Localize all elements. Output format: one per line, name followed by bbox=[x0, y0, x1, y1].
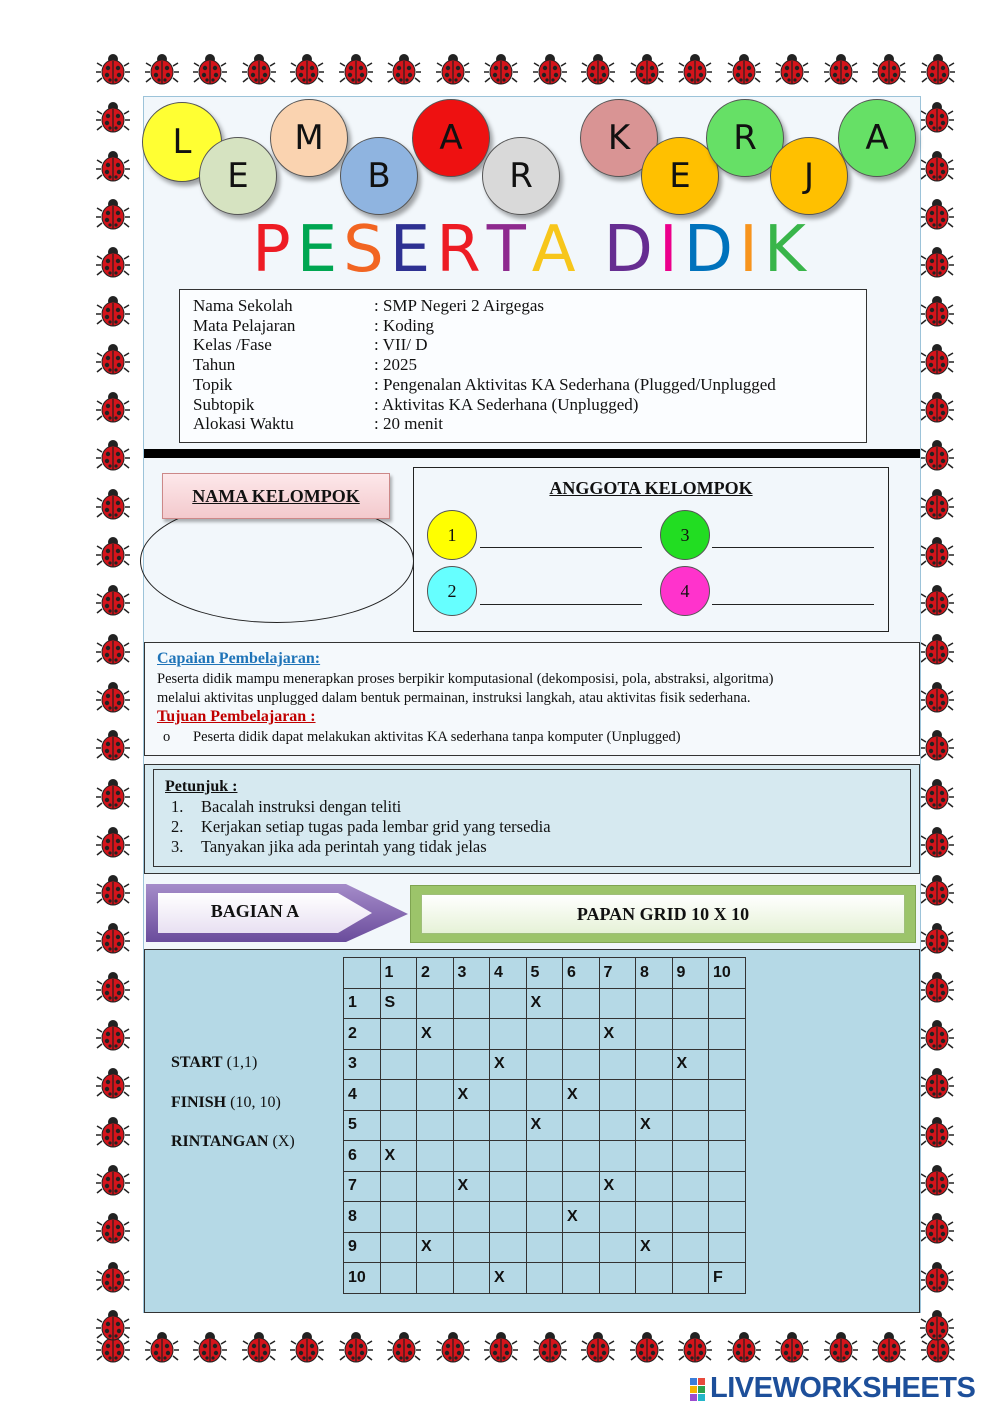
ladybug-icon bbox=[193, 1330, 227, 1364]
liveworksheets-logo bbox=[690, 1372, 990, 1406]
info-label: Alokasi Waktu bbox=[193, 414, 294, 434]
grid-cell bbox=[672, 1263, 709, 1294]
title-letter-bubble: E bbox=[641, 137, 719, 215]
ladybug-icon bbox=[96, 245, 130, 279]
grid-cell bbox=[490, 988, 527, 1019]
ladybug-icon bbox=[920, 294, 954, 328]
grid-cell: X bbox=[380, 1141, 417, 1172]
watermark-text: LIVEWORKSHEETS bbox=[710, 1372, 976, 1404]
ladybug-icon bbox=[339, 52, 373, 86]
grid-cell: X bbox=[599, 1171, 636, 1202]
title-letter-bubble: M bbox=[270, 99, 348, 177]
grid-cell: X bbox=[417, 1019, 454, 1050]
grid-cell bbox=[599, 1263, 636, 1294]
info-value: : Aktivitas KA Sederhana (Unplugged) bbox=[374, 394, 639, 414]
ladybug-icon bbox=[242, 1330, 276, 1364]
grid-cell bbox=[490, 1232, 527, 1263]
legend-rintangan: RINTANGAN (X) bbox=[171, 1133, 295, 1150]
ladybug-icon bbox=[824, 52, 858, 86]
grid-row-header: 1 bbox=[344, 988, 381, 1019]
grid-cell bbox=[599, 1141, 636, 1172]
grid-cell bbox=[709, 1202, 746, 1233]
title-letter-bubble: A bbox=[412, 99, 490, 177]
ladybug-icon bbox=[96, 52, 130, 86]
grid-cell bbox=[417, 1110, 454, 1141]
ladybug-icon bbox=[872, 1330, 906, 1364]
grid-cell bbox=[563, 1232, 600, 1263]
member-2-badge: 2 bbox=[427, 566, 477, 616]
ladybug-icon bbox=[484, 52, 518, 86]
ladybug-icon bbox=[678, 1330, 712, 1364]
grid-cell bbox=[599, 1232, 636, 1263]
grid-cell bbox=[563, 1049, 600, 1080]
grid-cell bbox=[453, 1019, 490, 1050]
grid-cell: X bbox=[672, 1049, 709, 1080]
grid-10x10 bbox=[343, 957, 746, 1294]
ladybug-icon bbox=[436, 1330, 470, 1364]
capaian-line-2: melalui aktivitas unplugged dalam bentuk permainan, instruksi langkah, atau aktivitas fisik sederhana. bbox=[157, 690, 751, 706]
legend-finish: FINISH (10, 10) bbox=[171, 1094, 281, 1111]
ladybug-icon bbox=[339, 1330, 373, 1364]
info-value: : Pengenalan Aktivitas KA Sederhana (Plugged/Unplugged bbox=[374, 374, 776, 394]
title-letter-bubble: L bbox=[142, 102, 222, 182]
tujuan-heading: Tujuan Pembelajaran : bbox=[157, 708, 316, 725]
ladybug-icon bbox=[920, 1018, 954, 1052]
ladybug-icon bbox=[96, 294, 130, 328]
ladybug-icon bbox=[920, 342, 954, 376]
ladybug-icon bbox=[145, 52, 179, 86]
grid-cell bbox=[490, 1171, 527, 1202]
grid-cell bbox=[380, 1049, 417, 1080]
grid-cell bbox=[672, 1019, 709, 1050]
grid-cell bbox=[599, 1049, 636, 1080]
group-section bbox=[144, 463, 920, 638]
grid-cell bbox=[526, 1202, 563, 1233]
grid-cell bbox=[417, 988, 454, 1019]
member-4-line[interactable] bbox=[712, 604, 874, 605]
ladybug-icon bbox=[921, 52, 955, 86]
grid-cell bbox=[417, 1049, 454, 1080]
grid-cell bbox=[490, 1141, 527, 1172]
grid-row-header: 8 bbox=[344, 1202, 381, 1233]
title-letter-bubble: R bbox=[482, 137, 560, 215]
ladybug-icon bbox=[96, 149, 130, 183]
ladybug-icon bbox=[96, 921, 130, 955]
grid-cell bbox=[709, 1019, 746, 1050]
grid-cell bbox=[709, 1049, 746, 1080]
info-label: Subtopik bbox=[193, 394, 255, 414]
grid-cell bbox=[599, 1202, 636, 1233]
title-letter-bubble: A bbox=[838, 99, 916, 177]
grid-col-header: 3 bbox=[453, 958, 490, 989]
member-4-badge: 4 bbox=[660, 566, 710, 616]
grid-cell bbox=[672, 1080, 709, 1111]
member-3-badge: 3 bbox=[660, 510, 710, 560]
ladybug-icon bbox=[920, 873, 954, 907]
grid-col-header: 2 bbox=[417, 958, 454, 989]
grid-row-header: 6 bbox=[344, 1141, 381, 1172]
grid-cell: X bbox=[526, 988, 563, 1019]
grid-cell: X bbox=[563, 1202, 600, 1233]
petunjuk-item: 3. Tanyakan jika ada perintah yang tidak jelas bbox=[171, 837, 487, 856]
grid-col-header: 9 bbox=[672, 958, 709, 989]
grid-cell bbox=[526, 1232, 563, 1263]
subtitle-letter: I bbox=[658, 213, 684, 287]
grid-cell bbox=[599, 1080, 636, 1111]
ladybug-icon bbox=[96, 197, 130, 231]
ladybug-icon bbox=[872, 52, 906, 86]
grid-cell bbox=[672, 1141, 709, 1172]
grid-cell bbox=[563, 988, 600, 1019]
grid-cell bbox=[636, 1080, 673, 1111]
grid-cell: F bbox=[709, 1263, 746, 1294]
grid-cell bbox=[526, 1049, 563, 1080]
ladybug-icon bbox=[96, 825, 130, 859]
ladybug-icon bbox=[96, 873, 130, 907]
ladybug-icon bbox=[387, 52, 421, 86]
ladybug-icon bbox=[96, 777, 130, 811]
ladybug-icon bbox=[96, 583, 130, 617]
ladybug-icon bbox=[920, 825, 954, 859]
ladybug-icon bbox=[920, 1066, 954, 1100]
ladybug-icon bbox=[96, 1211, 130, 1245]
legend-start: START (1,1) bbox=[171, 1054, 258, 1071]
grid-cell bbox=[380, 1202, 417, 1233]
ladybug-icon bbox=[96, 970, 130, 1004]
info-label: Tahun bbox=[193, 355, 236, 375]
ladybug-icon bbox=[290, 52, 324, 86]
ladybug-icon bbox=[96, 680, 130, 714]
ladybug-icon bbox=[242, 52, 276, 86]
grid-cell bbox=[453, 1232, 490, 1263]
grid-cell bbox=[490, 1080, 527, 1111]
member-3-line[interactable] bbox=[712, 547, 874, 548]
subtitle-letter: E bbox=[389, 213, 437, 287]
grid-cell bbox=[453, 1110, 490, 1141]
info-value: : 20 menit bbox=[374, 414, 443, 434]
grid-row-header: 3 bbox=[344, 1049, 381, 1080]
member-1-badge: 1 bbox=[427, 510, 477, 560]
ladybug-icon bbox=[920, 149, 954, 183]
subtitle-peserta-didik bbox=[144, 213, 920, 287]
grid-cell bbox=[709, 1232, 746, 1263]
ladybug-icon bbox=[484, 1330, 518, 1364]
grid-cell bbox=[380, 1080, 417, 1111]
grid-cell bbox=[380, 1232, 417, 1263]
ladybug-icon bbox=[436, 52, 470, 86]
ladybug-icon bbox=[920, 921, 954, 955]
grid-cell bbox=[672, 988, 709, 1019]
tujuan-bullet: o bbox=[163, 729, 171, 745]
grid-row-header: 5 bbox=[344, 1110, 381, 1141]
grid-cell bbox=[672, 1110, 709, 1141]
ladybug-icon bbox=[775, 1330, 809, 1364]
grid-cell bbox=[563, 1171, 600, 1202]
papan-label: PAPAN GRID 10 X 10 bbox=[421, 894, 905, 934]
grid-cell: X bbox=[417, 1232, 454, 1263]
info-label: Kelas /Fase bbox=[193, 335, 272, 355]
ladybug-icon bbox=[920, 245, 954, 279]
grid-cell bbox=[709, 1141, 746, 1172]
grid-cell bbox=[636, 1263, 673, 1294]
subtitle-letter: E bbox=[296, 213, 344, 287]
ladybug-icon bbox=[96, 487, 130, 521]
title-letter-bubble: R bbox=[706, 99, 784, 177]
grid-cell bbox=[526, 1019, 563, 1050]
grid-row-header: 10 bbox=[344, 1263, 381, 1294]
grid-cell bbox=[709, 1171, 746, 1202]
grid-cell bbox=[599, 988, 636, 1019]
title-letter-bubble: B bbox=[340, 137, 418, 215]
ladybug-icon bbox=[581, 1330, 615, 1364]
grid-cell bbox=[453, 1263, 490, 1294]
group-name-label: NAMA KELOMPOK bbox=[162, 473, 390, 519]
grid-col-header: 10 bbox=[709, 958, 746, 989]
subtitle-letter: R bbox=[436, 213, 487, 287]
ladybug-icon bbox=[920, 1211, 954, 1245]
grid-cell: S bbox=[380, 988, 417, 1019]
grid-cell bbox=[636, 988, 673, 1019]
grid-cell bbox=[453, 1049, 490, 1080]
capaian-box bbox=[144, 642, 920, 756]
petunjuk-inner bbox=[153, 769, 911, 867]
ladybug-icon bbox=[533, 52, 567, 86]
grid-cell: X bbox=[453, 1171, 490, 1202]
bagian-a-arrow bbox=[146, 884, 410, 949]
grid-cell bbox=[417, 1080, 454, 1111]
ladybug-icon bbox=[533, 1330, 567, 1364]
ladybug-icon bbox=[96, 1308, 130, 1342]
ladybug-icon bbox=[96, 1163, 130, 1197]
subtitle-letter: D bbox=[603, 213, 659, 287]
info-value: : 2025 bbox=[374, 355, 417, 375]
capaian-line-1: Peserta didik mampu menerapkan proses berpikir komputasional (dekomposisi, pola, abstraksi, algoritma) bbox=[157, 671, 774, 687]
grid-cell bbox=[526, 1263, 563, 1294]
ladybug-icon bbox=[145, 1330, 179, 1364]
ladybug-icon bbox=[387, 1330, 421, 1364]
info-value: : Koding bbox=[374, 315, 434, 335]
ladybug-icon bbox=[630, 1330, 664, 1364]
grid-cell bbox=[453, 1202, 490, 1233]
ladybug-icon bbox=[920, 632, 954, 666]
grid-cell bbox=[380, 1263, 417, 1294]
ladybug-icon bbox=[920, 100, 954, 134]
ladybug-icon bbox=[920, 1115, 954, 1149]
subtitle-letter: K bbox=[763, 213, 812, 287]
subtitle-letter: D bbox=[683, 213, 740, 287]
grid-cell bbox=[380, 1019, 417, 1050]
grid-cell: X bbox=[453, 1080, 490, 1111]
ladybug-icon bbox=[96, 1115, 130, 1149]
bagian-label: BAGIAN A bbox=[210, 901, 300, 921]
grid-cell bbox=[709, 1110, 746, 1141]
grid-corner bbox=[344, 958, 381, 989]
title-letter-bubble: J bbox=[770, 137, 848, 215]
ladybug-icon bbox=[96, 100, 130, 134]
grid-col-header: 1 bbox=[380, 958, 417, 989]
ladybug-icon bbox=[920, 438, 954, 472]
petunjuk-box bbox=[144, 764, 920, 874]
info-value: : SMP Negeri 2 Airgegas bbox=[374, 296, 544, 315]
tujuan-item: Peserta didik dapat melakukan aktivitas KA sederhana tanpa komputer (Unplugged) bbox=[193, 729, 681, 745]
ladybug-icon bbox=[775, 52, 809, 86]
petunjuk-item: 2. Kerjakan setiap tugas pada lembar grid yang tersedia bbox=[171, 817, 551, 836]
subtitle-letter: A bbox=[531, 213, 582, 287]
grid-cell: X bbox=[563, 1080, 600, 1111]
grid-row-header: 2 bbox=[344, 1019, 381, 1050]
grid-cell bbox=[417, 1141, 454, 1172]
info-label: Topik bbox=[193, 374, 233, 394]
grid-cell bbox=[453, 988, 490, 1019]
ladybug-icon bbox=[581, 52, 615, 86]
grid-cell bbox=[526, 1171, 563, 1202]
grid-cell bbox=[636, 1202, 673, 1233]
info-value: : VII/ D bbox=[374, 335, 428, 355]
capaian-heading: Capaian Pembelajaran: bbox=[157, 650, 321, 667]
grid-cell bbox=[709, 1080, 746, 1111]
ladybug-icon bbox=[96, 390, 130, 424]
grid-cell bbox=[526, 1080, 563, 1111]
ladybug-icon bbox=[727, 1330, 761, 1364]
subtitle-letter: P bbox=[252, 213, 297, 287]
grid-cell bbox=[636, 1049, 673, 1080]
ladybug-icon bbox=[96, 632, 130, 666]
member-2-line[interactable] bbox=[480, 604, 642, 605]
grid-col-header: 5 bbox=[526, 958, 563, 989]
grid-col-header: 7 bbox=[599, 958, 636, 989]
grid-cell bbox=[672, 1202, 709, 1233]
ladybug-icon bbox=[920, 680, 954, 714]
ladybug-icon bbox=[96, 1260, 130, 1294]
ladybug-icon bbox=[920, 728, 954, 762]
ladybug-icon bbox=[920, 1308, 954, 1342]
grid-cell: X bbox=[636, 1110, 673, 1141]
grid-cell bbox=[563, 1110, 600, 1141]
grid-cell: X bbox=[599, 1019, 636, 1050]
grid-col-header: 6 bbox=[563, 958, 600, 989]
worksheet bbox=[143, 96, 921, 1313]
grid-section bbox=[144, 949, 920, 1313]
grid-cell bbox=[672, 1171, 709, 1202]
grid-cell bbox=[672, 1232, 709, 1263]
grid-cell bbox=[417, 1171, 454, 1202]
ladybug-icon bbox=[920, 1163, 954, 1197]
grid-cell bbox=[417, 1202, 454, 1233]
info-label: Mata Pelajaran bbox=[193, 315, 296, 335]
ladybug-icon bbox=[96, 728, 130, 762]
grid-col-header: 4 bbox=[490, 958, 527, 989]
grid-cell bbox=[417, 1263, 454, 1294]
ladybug-icon bbox=[193, 52, 227, 86]
grid-cell bbox=[636, 1141, 673, 1172]
grid-cell: X bbox=[526, 1110, 563, 1141]
subtitle-letter: T bbox=[486, 213, 532, 287]
ladybug-icon bbox=[920, 970, 954, 1004]
grid-cell bbox=[563, 1263, 600, 1294]
petunjuk-heading: Petunjuk : bbox=[165, 778, 238, 795]
members-box bbox=[413, 467, 889, 632]
papan-grid-header bbox=[410, 885, 916, 943]
ladybug-icon bbox=[824, 1330, 858, 1364]
grid-cell bbox=[709, 988, 746, 1019]
ladybug-icon bbox=[290, 1330, 324, 1364]
grid-col-header: 8 bbox=[636, 958, 673, 989]
ladybug-icon bbox=[678, 52, 712, 86]
grid-cell bbox=[563, 1019, 600, 1050]
grid-cell bbox=[490, 1019, 527, 1050]
ladybug-icon bbox=[630, 52, 664, 86]
ladybug-icon bbox=[920, 197, 954, 231]
ladybug-icon bbox=[920, 535, 954, 569]
grid-cell: X bbox=[490, 1263, 527, 1294]
member-1-line[interactable] bbox=[480, 547, 642, 548]
ladybug-icon bbox=[727, 52, 761, 86]
grid-cell bbox=[563, 1141, 600, 1172]
grid-cell bbox=[490, 1202, 527, 1233]
grid-cell bbox=[380, 1110, 417, 1141]
ladybug-icon bbox=[920, 1260, 954, 1294]
ladybug-icon bbox=[96, 438, 130, 472]
grid-cell bbox=[380, 1171, 417, 1202]
ladybug-icon bbox=[96, 342, 130, 376]
grid-cell: X bbox=[636, 1232, 673, 1263]
divider bbox=[144, 449, 920, 458]
ladybug-icon bbox=[96, 535, 130, 569]
subtitle-letter: I bbox=[739, 213, 764, 287]
grid-cell bbox=[636, 1019, 673, 1050]
ladybug-icon bbox=[96, 1018, 130, 1052]
ladybug-icon bbox=[96, 1066, 130, 1100]
grid-row-header: 7 bbox=[344, 1171, 381, 1202]
info-label: Nama Sekolah bbox=[193, 296, 293, 315]
grid-cell bbox=[526, 1141, 563, 1172]
grid-row-header: 9 bbox=[344, 1232, 381, 1263]
grid-row-header: 4 bbox=[344, 1080, 381, 1111]
grid-cell: X bbox=[490, 1049, 527, 1080]
petunjuk-list bbox=[171, 797, 551, 857]
grid-cell bbox=[599, 1110, 636, 1141]
info-box bbox=[179, 289, 867, 443]
grid-cell bbox=[490, 1110, 527, 1141]
title-letter-bubble: K bbox=[580, 99, 658, 177]
ladybug-icon bbox=[920, 390, 954, 424]
petunjuk-item: 1. Bacalah instruksi dengan teliti bbox=[171, 797, 402, 816]
title-letter-bubble: E bbox=[199, 137, 277, 215]
subtitle-letter: S bbox=[343, 213, 390, 287]
ladybug-icon bbox=[920, 487, 954, 521]
grid-cell bbox=[636, 1171, 673, 1202]
grid-cell bbox=[453, 1141, 490, 1172]
ladybug-icon bbox=[920, 583, 954, 617]
members-title: ANGGOTA KELOMPOK bbox=[549, 478, 753, 498]
ladybug-icon bbox=[920, 777, 954, 811]
